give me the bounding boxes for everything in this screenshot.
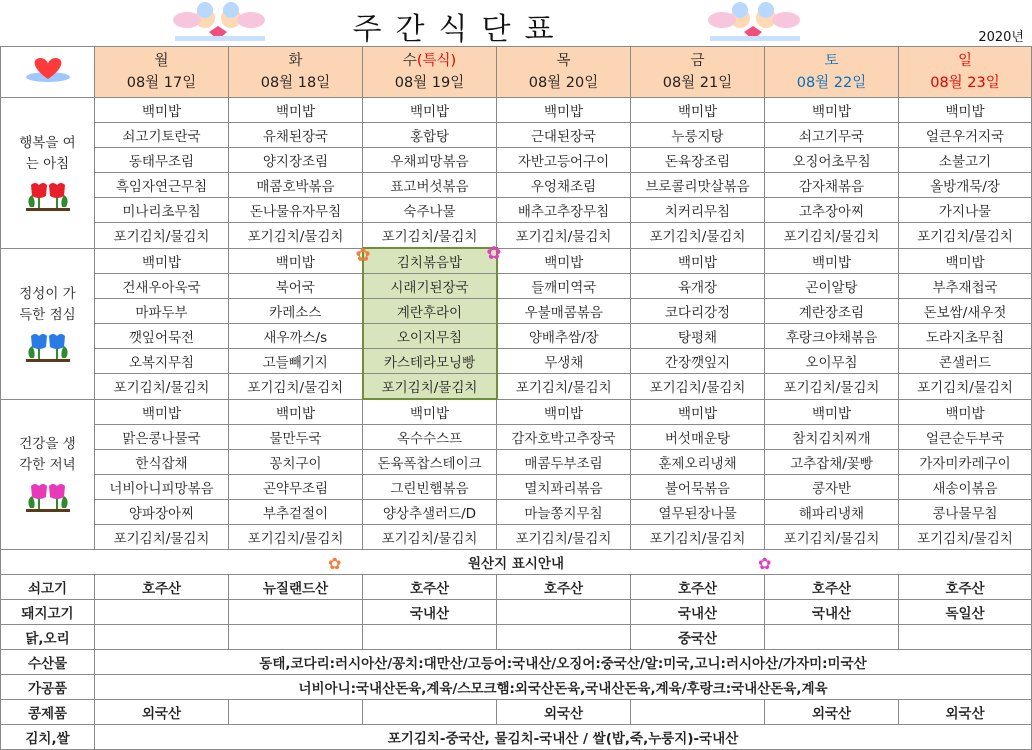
day-name: 수	[402, 53, 417, 69]
day-date: 08월 19일	[394, 75, 465, 91]
menu-item: 백미밥	[899, 248, 1032, 274]
origin-title-row	[1, 550, 1032, 575]
menu-item: 오징어초무침	[765, 148, 899, 173]
menu-item: 육개장	[631, 274, 765, 299]
menu-item: 멸치꽈리볶음	[497, 475, 631, 500]
menu-row	[1, 475, 1032, 500]
menu-item: 백미밥	[229, 248, 363, 274]
menu-item: 흑임자연근무침	[95, 173, 229, 198]
special-meal-label: (특식)	[416, 53, 457, 69]
menu-row	[1, 148, 1032, 173]
origin-section	[1, 550, 1032, 750]
menu-item: 양상추샐러드/D	[363, 500, 497, 525]
menu-item: 치커리무침	[631, 198, 765, 223]
menu-item: 매콤호박볶음	[229, 173, 363, 198]
origin-cell: 호주산	[899, 575, 1032, 600]
menu-item: 포기김치/물김치	[631, 374, 765, 400]
origin-cell: 국내산	[765, 600, 899, 625]
menu-item: 도라지초무침	[899, 324, 1032, 349]
origin-cell	[363, 625, 497, 650]
menu-item: 깻잎어묵전	[95, 324, 229, 349]
menu-item: 그린빈햄볶음	[363, 475, 497, 500]
menu-item: 새송이볶음	[899, 475, 1032, 500]
menu-row	[1, 274, 1032, 299]
origin-cell	[95, 600, 229, 625]
day-header-sun	[899, 47, 1032, 98]
menu-row	[1, 525, 1032, 550]
day-date: 08월 17일	[126, 75, 197, 91]
menu-item: 참치김치찌개	[765, 425, 899, 450]
menu-item: 백미밥	[631, 399, 765, 425]
menu-item: 백미밥	[631, 248, 765, 274]
menu-item: 양파장아찌	[95, 500, 229, 525]
menu-row	[1, 349, 1032, 374]
menu-item: 계란장조림	[765, 299, 899, 324]
origin-cell	[363, 700, 497, 725]
menu-item: 한식잡채	[95, 450, 229, 475]
menu-item: 숙주나물	[363, 198, 497, 223]
menu-item: 포기김치/물김치	[497, 223, 631, 249]
menu-item: 브로콜리맛살볶음	[631, 173, 765, 198]
menu-item: 고들빼기지	[229, 349, 363, 374]
menu-item: 백미밥	[95, 98, 229, 123]
menu-item: 부추겉절이	[229, 500, 363, 525]
menu-item: 마파두부	[95, 299, 229, 324]
menu-item: 표고버섯볶음	[363, 173, 497, 198]
menu-row	[1, 248, 1032, 274]
menu-item: 포기김치/물김치	[497, 525, 631, 550]
origin-cell: 독일산	[899, 600, 1032, 625]
menu-item: 부추재첩국	[899, 274, 1032, 299]
menu-item: 돈나물유자무침	[229, 198, 363, 223]
menu-item: 쇠고기토란국	[95, 123, 229, 148]
origin-label: 닭,오리	[1, 625, 95, 650]
origin-cell: 국내산	[631, 600, 765, 625]
menu-row	[1, 450, 1032, 475]
origin-row-processed	[1, 675, 1032, 700]
day-header-row	[1, 47, 1032, 98]
menu-item: 북어국	[229, 274, 363, 299]
blue-tulip-icon	[22, 332, 74, 364]
corner-cell	[1, 47, 95, 98]
menu-item: 유채된장국	[229, 123, 363, 148]
day-header-mon	[95, 47, 229, 98]
menu-item: 양지장조림	[229, 148, 363, 173]
menu-item: 고추장아찌	[765, 198, 899, 223]
origin-cell	[765, 625, 899, 650]
menu-item: 계란후라이	[363, 299, 497, 324]
pink-tulip-icon	[22, 482, 74, 514]
menu-row	[1, 173, 1032, 198]
origin-cell: 호주산	[497, 575, 631, 600]
angels-decoration-right	[700, 2, 810, 44]
menu-item: 백미밥	[95, 248, 229, 274]
menu-item: 자반고등어구이	[497, 148, 631, 173]
pink-flower-icon: ✿	[758, 554, 772, 573]
menu-item: 미나리초무침	[95, 198, 229, 223]
menu-row	[1, 123, 1032, 148]
menu-item: 포기김치/물김치	[899, 525, 1032, 550]
menu-item: 카스테라모닝빵	[363, 349, 497, 374]
day-name: 화	[288, 53, 303, 69]
menu-item: 포기김치/물김치	[95, 525, 229, 550]
menu-item: 누룽지탕	[631, 123, 765, 148]
menu-item: 맑은콩나물국	[95, 425, 229, 450]
menu-item: 소불고기	[899, 148, 1032, 173]
menu-item: 얼큰우거지국	[899, 123, 1032, 148]
menu-row	[1, 374, 1032, 400]
origin-cell: 호주산	[631, 575, 765, 600]
menu-item: 돈육장조림	[631, 148, 765, 173]
origin-row-chicken	[1, 625, 1032, 650]
day-date: 08월 23일	[930, 75, 1000, 91]
menu-item: 포기김치/물김치	[497, 374, 631, 400]
menu-item: 포기김치/물김치	[631, 223, 765, 249]
origin-label: 쇠고기	[1, 575, 95, 600]
day-date: 08월 22일	[796, 75, 867, 91]
menu-item: 오이지무침	[363, 324, 497, 349]
menu-item: 버섯매운탕	[631, 425, 765, 450]
meal-label: 행복을 여는 아침	[19, 134, 76, 172]
day-header-thu	[497, 47, 631, 98]
origin-cell	[229, 700, 363, 725]
menu-body	[1, 98, 1032, 550]
menu-item: 감자호박고추장국	[497, 425, 631, 450]
menu-item: 가지나물	[899, 198, 1032, 223]
menu-item: 근대된장국	[497, 123, 631, 148]
menu-item: 포기김치/물김치	[765, 223, 899, 249]
menu-item: 우채피망볶음	[363, 148, 497, 173]
origin-cell	[899, 625, 1032, 650]
menu-row	[1, 500, 1032, 525]
page-title: 주간식단표	[352, 12, 568, 47]
menu-item: 곤약무조림	[229, 475, 363, 500]
menu-item: 가자미카레구이	[899, 450, 1032, 475]
menu-item: 무생채	[497, 349, 631, 374]
day-header-sat	[765, 47, 899, 98]
origin-row-pork	[1, 600, 1032, 625]
menu-item: 해파리냉채	[765, 500, 899, 525]
menu-item: 포기김치/물김치	[229, 525, 363, 550]
weekly-menu-table	[0, 46, 1032, 750]
menu-item: 오이무침	[765, 349, 899, 374]
origin-label: 김치,쌀	[1, 725, 95, 750]
day-header-fri	[631, 47, 765, 98]
menu-item: 물만두국	[229, 425, 363, 450]
origin-row-soy	[1, 700, 1032, 725]
year-label: 2020년	[978, 30, 1024, 45]
origin-label: 콩제품	[1, 700, 95, 725]
origin-cell: 뉴질랜드산	[229, 575, 363, 600]
origin-cell	[631, 700, 765, 725]
menu-item: 고추잡채/꽃빵	[765, 450, 899, 475]
menu-item: 들깨미역국	[497, 274, 631, 299]
angels-decoration-left	[165, 2, 275, 44]
orange-flower-icon: ✿	[328, 554, 342, 573]
menu-row	[1, 98, 1032, 123]
origin-row-beef	[1, 575, 1032, 600]
origin-cell: 외국산	[765, 700, 899, 725]
origin-label: 가공품	[1, 675, 95, 700]
menu-item: 포기김치/물김치	[229, 374, 363, 400]
menu-row	[1, 399, 1032, 425]
menu-item: 포기김치/물김치	[363, 223, 497, 249]
day-header-tue	[229, 47, 363, 98]
menu-item: 포기김치/물김치	[363, 525, 497, 550]
origin-text: 너비아니:국내산돈육,계육/스모크햄:외국산돈육,국내산돈육,계육/후랑크:국내산돈육,계육	[95, 675, 1032, 700]
menu-item: 포기김치/물김치	[95, 374, 229, 400]
menu-item: 곤이알탕	[765, 274, 899, 299]
origin-title: 원산지 표시안내	[468, 556, 564, 572]
menu-row	[1, 425, 1032, 450]
origin-cell: 호주산	[363, 575, 497, 600]
menu-item: 백미밥	[631, 98, 765, 123]
menu-item: 백미밥	[765, 98, 899, 123]
menu-item: 열무된장나물	[631, 500, 765, 525]
menu-item: 간장깻잎지	[631, 349, 765, 374]
menu-item: 콩나물무침	[899, 500, 1032, 525]
menu-item: 오복지무침	[95, 349, 229, 374]
menu-item: 김치볶음밥 ✿ ✿	[363, 248, 497, 274]
menu-item: 백미밥	[497, 248, 631, 274]
menu-item: 백미밥	[363, 98, 497, 123]
menu-item: 포기김치/물김치	[631, 525, 765, 550]
menu-item: 옥수수스프	[363, 425, 497, 450]
menu-item: 새우까스/s	[229, 324, 363, 349]
origin-row-seafood	[1, 650, 1032, 675]
meal-label-cell	[1, 248, 95, 399]
menu-item: 우불매콤볶음	[497, 299, 631, 324]
menu-item: 포기김치/물김치	[765, 374, 899, 400]
meal-label: 건강을 생각한 저녁	[19, 436, 76, 474]
menu-item: 너비아니피망볶음	[95, 475, 229, 500]
origin-cell: 국내산	[363, 600, 497, 625]
menu-item: 홍합탕	[363, 123, 497, 148]
menu-item: 동태무조림	[95, 148, 229, 173]
origin-cell	[497, 625, 631, 650]
menu-item: 건새우아욱국	[95, 274, 229, 299]
origin-cell: 외국산	[95, 700, 229, 725]
origin-text: 포기김치-중국산, 물김치-국내산 / 쌀(밥,죽,누룽지)-국내산	[95, 725, 1032, 750]
menu-item: 올방개묵/장	[899, 173, 1032, 198]
origin-cell	[95, 625, 229, 650]
red-tulip-icon	[22, 181, 74, 213]
day-name: 토	[824, 53, 839, 69]
origin-cell	[229, 625, 363, 650]
origin-title-cell	[1, 550, 1032, 575]
day-name: 목	[556, 53, 571, 69]
menu-row	[1, 299, 1032, 324]
menu-item: 배추고추장무침	[497, 198, 631, 223]
day-name: 금	[690, 53, 705, 69]
menu-item: 포기김치/물김치	[899, 223, 1032, 249]
menu-item: 콩자반	[765, 475, 899, 500]
menu-item: 우엉채조림	[497, 173, 631, 198]
menu-item: 백미밥	[899, 399, 1032, 425]
menu-item: 백미밥	[765, 248, 899, 274]
menu-item: 백미밥	[363, 399, 497, 425]
day-name: 월	[154, 53, 169, 69]
menu-row	[1, 223, 1032, 249]
menu-item: 훈제오리냉채	[631, 450, 765, 475]
menu-item: 돈육폭찹스테이크	[363, 450, 497, 475]
menu-item: 쇠고기무국	[765, 123, 899, 148]
menu-item: 감자채볶음	[765, 173, 899, 198]
origin-cell	[497, 600, 631, 625]
menu-item: 콘샐러드	[899, 349, 1032, 374]
day-date: 08월 21일	[662, 75, 733, 91]
menu-item: 포기김치/물김치	[229, 223, 363, 249]
menu-item: 포기김치/물김치	[363, 374, 497, 400]
origin-cell: 외국산	[899, 700, 1032, 725]
menu-item: 백미밥	[497, 98, 631, 123]
menu-item: 포기김치/물김치	[899, 374, 1032, 400]
menu-item: 포기김치/물김치	[95, 223, 229, 249]
day-date: 08월 18일	[260, 75, 331, 91]
origin-cell: 호주산	[765, 575, 899, 600]
menu-item: 꽁치구이	[229, 450, 363, 475]
meal-label-cell	[1, 399, 95, 550]
pink-flower-icon: ✿	[486, 243, 502, 264]
origin-cell: 호주산	[95, 575, 229, 600]
day-name: 일	[957, 53, 972, 69]
menu-item: 후랑크야채볶음	[765, 324, 899, 349]
page-header	[0, 0, 1032, 46]
meal-label-cell	[1, 98, 95, 249]
origin-cell	[229, 600, 363, 625]
menu-item: 탕평채	[631, 324, 765, 349]
menu-item: 코다리강정	[631, 299, 765, 324]
menu-item: 백미밥	[95, 399, 229, 425]
meal-label: 정성이 가득한 점심	[19, 285, 76, 323]
menu-item: 백미밥	[899, 98, 1032, 123]
menu-item: 돈보쌈/새우젓	[899, 299, 1032, 324]
day-header-wed	[363, 47, 497, 98]
origin-cell: 외국산	[497, 700, 631, 725]
origin-label: 돼지고기	[1, 600, 95, 625]
origin-text: 동태,코다리:러시아산/꽁치:대만산/고등어:국내산/오징어:중국산/알:미국,고니:러시아산/가자미:미국산	[95, 650, 1032, 675]
menu-item: 카레소스	[229, 299, 363, 324]
origin-label: 수산물	[1, 650, 95, 675]
menu-item: 불어묵볶음	[631, 475, 765, 500]
day-date: 08월 20일	[528, 75, 599, 91]
menu-item: 백미밥	[229, 399, 363, 425]
menu-item: 마늘쫑지무침	[497, 500, 631, 525]
menu-item: 매콤두부조림	[497, 450, 631, 475]
heart-balloon-icon	[23, 55, 73, 85]
orange-flower-icon: ✿	[355, 245, 371, 266]
menu-item: 백미밥	[765, 399, 899, 425]
menu-row	[1, 324, 1032, 349]
menu-item: 양배추쌈/장	[497, 324, 631, 349]
menu-item: 백미밥	[229, 98, 363, 123]
menu-row	[1, 198, 1032, 223]
menu-item: 시래기된장국	[363, 274, 497, 299]
menu-item: 얼큰순두부국	[899, 425, 1032, 450]
menu-item: 포기김치/물김치	[765, 525, 899, 550]
menu-item: 백미밥	[497, 399, 631, 425]
origin-cell: 중국산	[631, 625, 765, 650]
